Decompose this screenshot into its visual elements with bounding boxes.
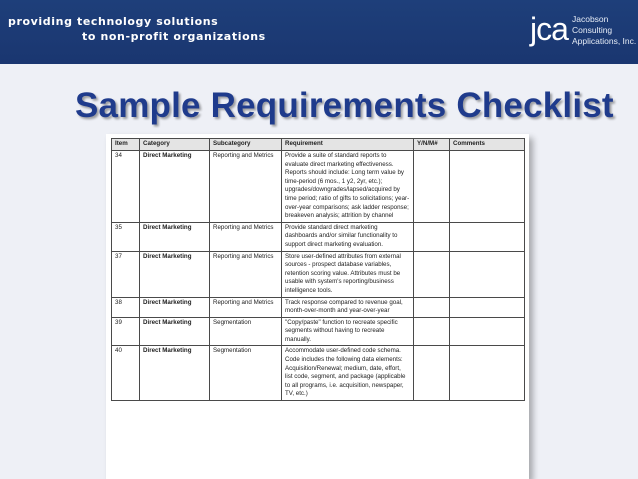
checklist-document [106, 134, 529, 479]
category-cell: Direct Marketing [140, 297, 210, 317]
column-header-comments: Comments [450, 139, 525, 151]
column-header-category: Category [140, 139, 210, 151]
comments-cell [450, 317, 525, 346]
ynm-cell [414, 251, 450, 297]
comments-cell [450, 222, 525, 251]
table-row [112, 151, 525, 223]
comments-cell [450, 346, 525, 401]
requirements-table [111, 138, 525, 401]
table-row [112, 222, 525, 251]
item-cell: 39 [112, 317, 140, 346]
logo-name-line-1: Jacobson [572, 14, 609, 24]
ynm-cell [414, 297, 450, 317]
category-cell: Direct Marketing [140, 251, 210, 297]
tagline-line-2: to non-profit organizations [82, 30, 266, 43]
ynm-cell [414, 346, 450, 401]
category-cell: Direct Marketing [140, 346, 210, 401]
subcategory-cell: Reporting and Metrics [210, 297, 282, 317]
column-header-subcategory: Subcategory [210, 139, 282, 151]
logo-name-line-3: Applications, Inc. [572, 36, 637, 46]
subcategory-cell: Segmentation [210, 317, 282, 346]
logo-name-line-2: Consulting [572, 25, 613, 35]
category-cell: Direct Marketing [140, 317, 210, 346]
column-header-ynm: Y/N/M# [414, 139, 450, 151]
requirement-cell: Accommodate user-defined code schema. Code includes the following data elements: Acquisition/Renewal; medium, date, effort, list code, segment, and package (applicable to all programs, i.e. acquisition, newspaper, TV, etc.) [282, 346, 414, 401]
table-row [112, 297, 525, 317]
table-header-row [112, 139, 525, 151]
item-cell: 37 [112, 251, 140, 297]
subcategory-cell: Reporting and Metrics [210, 251, 282, 297]
ynm-cell [414, 151, 450, 223]
table-row [112, 251, 525, 297]
column-header-item: Item [112, 139, 140, 151]
item-cell: 40 [112, 346, 140, 401]
requirement-cell: "Copy/paste" function to recreate specific segments without having to recreate manually. [282, 317, 414, 346]
slide-title: Sample Requirements Checklist [75, 86, 614, 125]
requirement-cell: Provide standard direct marketing dashboards and/or similar functionality to support direct marketing evaluation. [282, 222, 414, 251]
category-cell: Direct Marketing [140, 222, 210, 251]
comments-cell [450, 297, 525, 317]
header-banner [0, 0, 638, 64]
category-cell: Direct Marketing [140, 151, 210, 223]
logo-mark: jca [530, 11, 568, 47]
logo-company-name [572, 14, 638, 47]
table-row [112, 346, 525, 401]
subcategory-cell: Reporting and Metrics [210, 222, 282, 251]
subcategory-cell: Reporting and Metrics [210, 151, 282, 223]
requirement-cell: Provide a suite of standard reports to evaluate direct marketing effectiveness. Reports should include: Long term value by time-period (6 mos., 1 y2, 2yr, etc.); upgrades/downgrades/lapsed/acquired by time period; ratio of gifts to solicitations; year-over-year comparisons; ask ladder response; breakeven analysis; attrition by channel [282, 151, 414, 223]
tagline-line-1: providing technology solutions [8, 15, 219, 28]
tagline [8, 14, 266, 44]
item-cell: 35 [112, 222, 140, 251]
item-cell: 38 [112, 297, 140, 317]
subcategory-cell: Segmentation [210, 346, 282, 401]
ynm-cell [414, 317, 450, 346]
column-header-requirement: Requirement [282, 139, 414, 151]
comments-cell [450, 151, 525, 223]
table-row [112, 317, 525, 346]
requirement-cell: Track response compared to revenue goal, month-over-month and year-over-year [282, 297, 414, 317]
item-cell: 34 [112, 151, 140, 223]
ynm-cell [414, 222, 450, 251]
comments-cell [450, 251, 525, 297]
requirement-cell: Store user-defined attributes from external sources - prospect database variables, retention scoring value. Attributes must be usable with system's reporting/business intelligence tools. [282, 251, 414, 297]
